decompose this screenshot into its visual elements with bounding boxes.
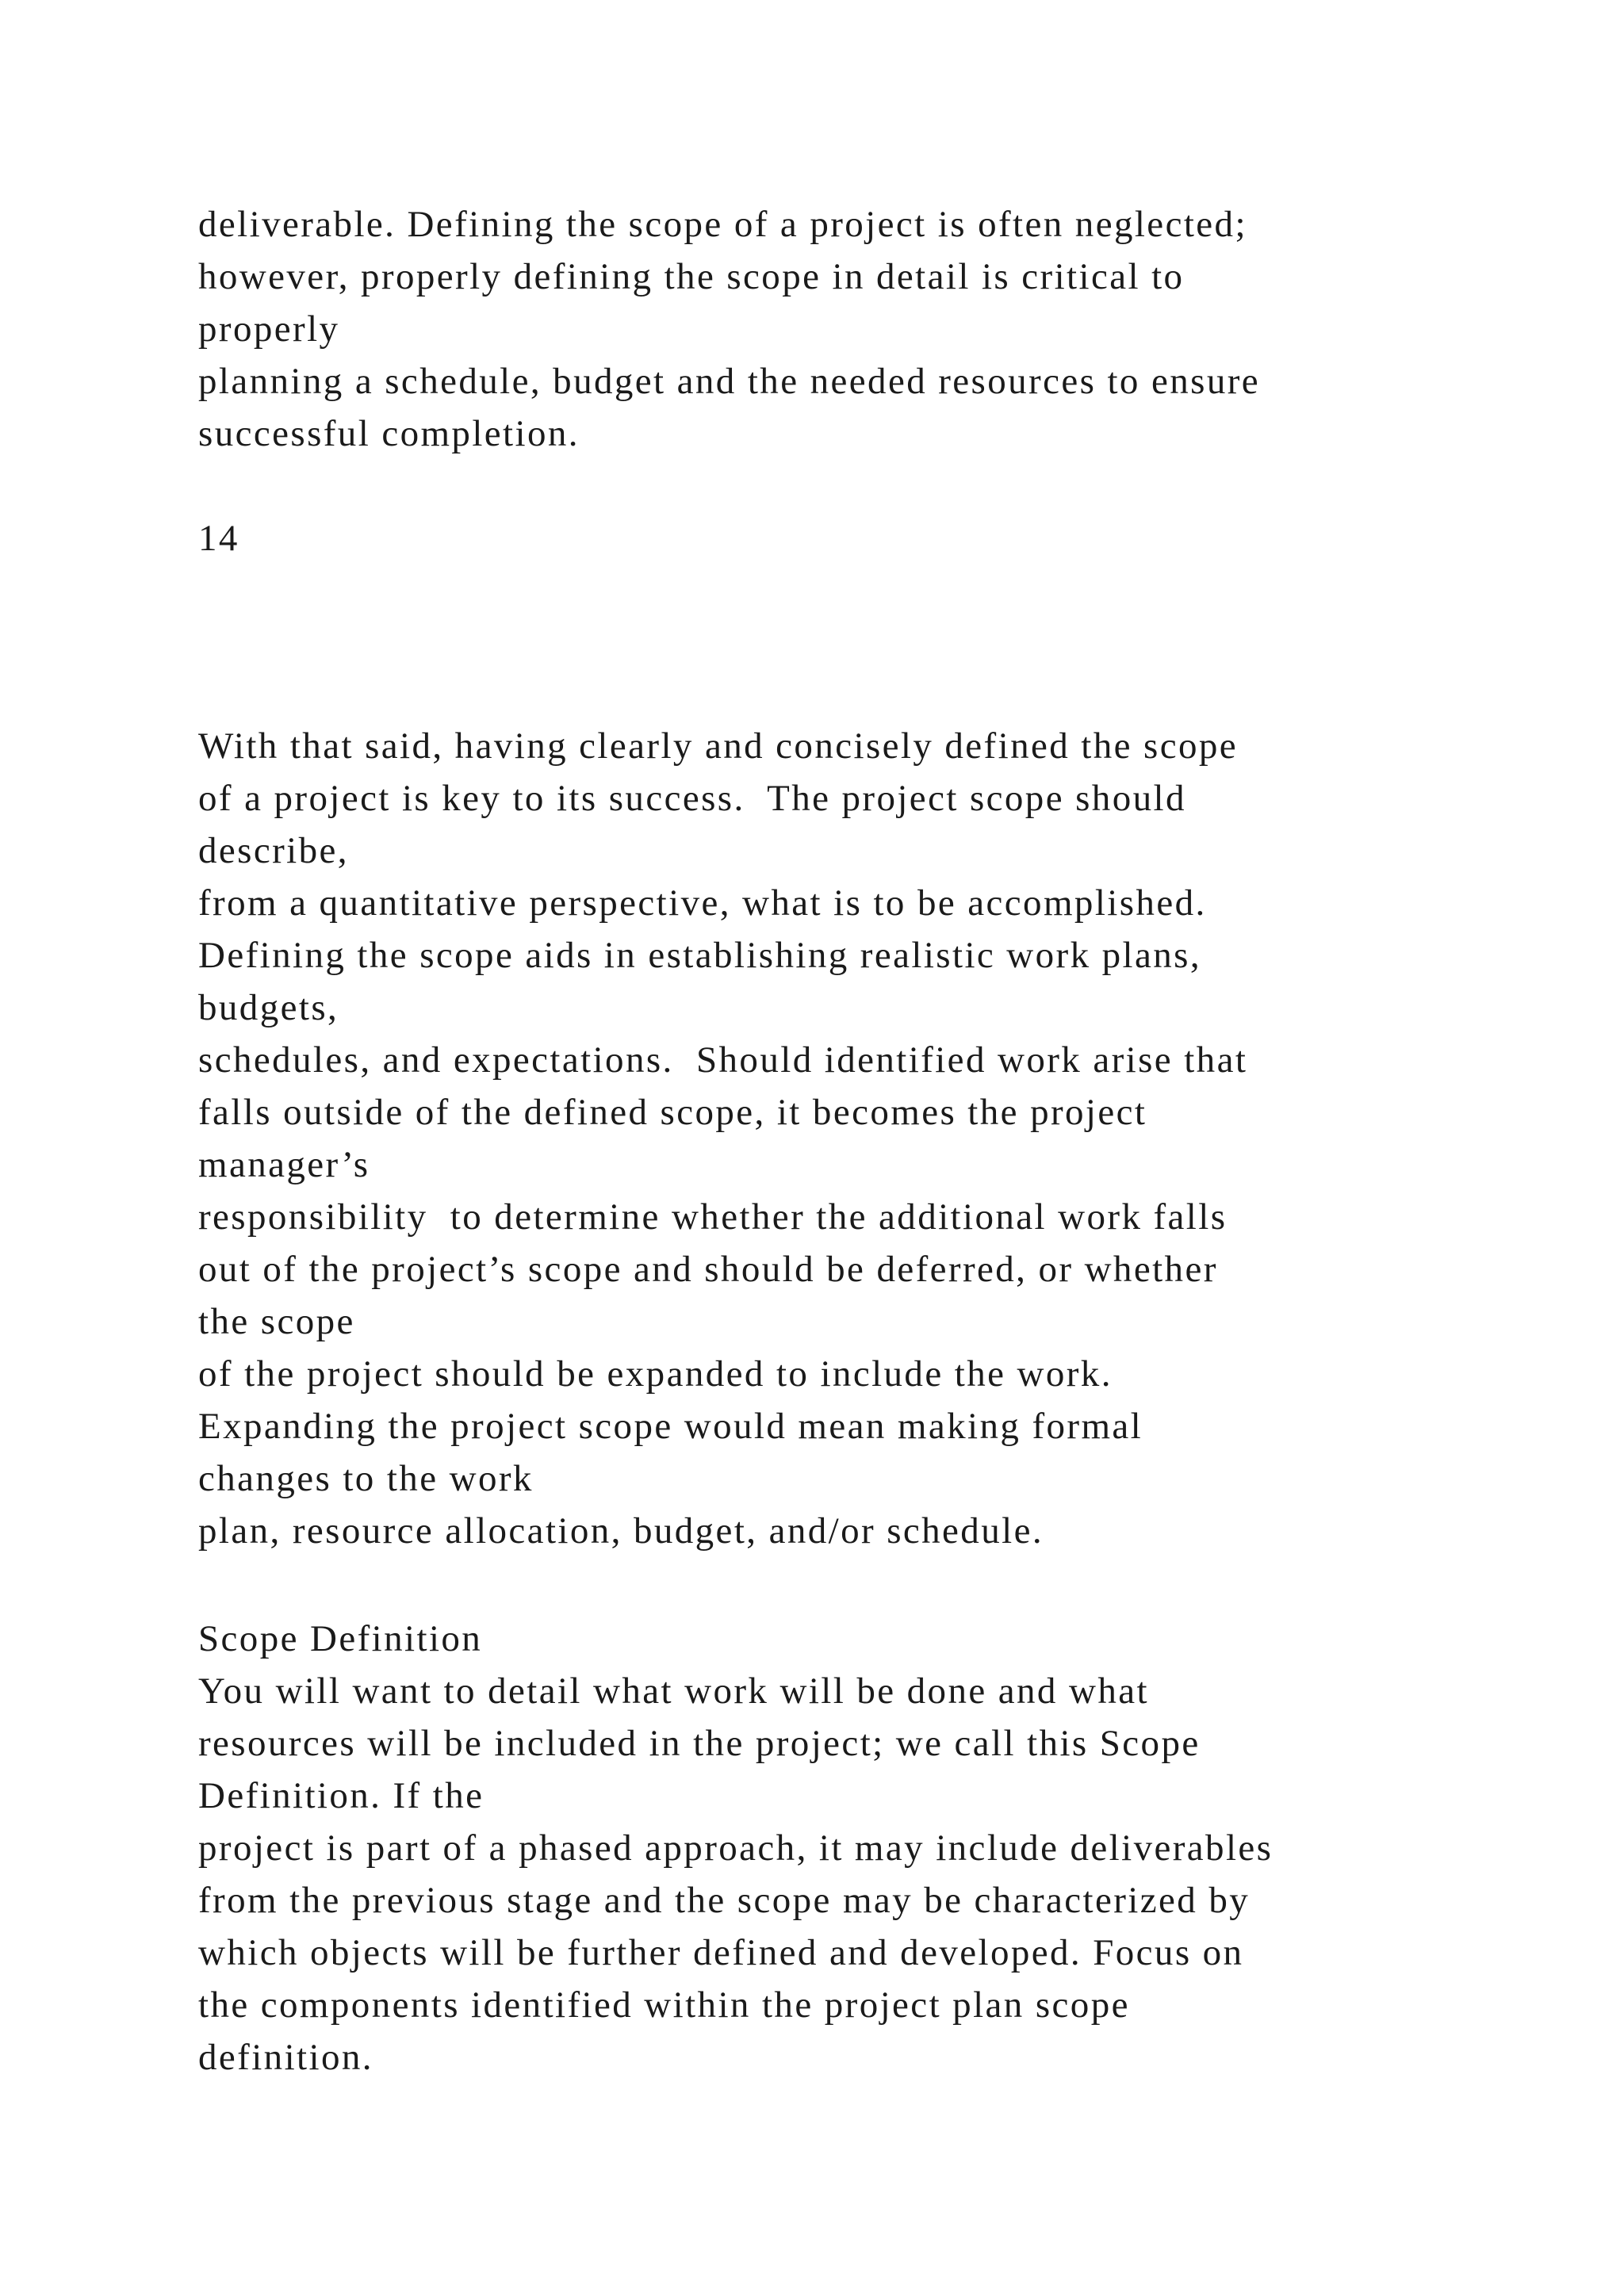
paragraph-scope-key-to-success <box>198 720 1499 1557</box>
text-line: describe, <box>198 830 349 871</box>
text-line: from a quantitative perspective, what is to be accomplished. <box>198 882 1207 924</box>
text-line: out of the project’s scope and should be deferred, or whether <box>198 1249 1218 1290</box>
paragraph-scope-neglected <box>198 198 1499 460</box>
text-line: properly <box>198 308 340 350</box>
text-line: falls outside of the defined scope, it becomes the project <box>198 1092 1147 1133</box>
text-line: of the project should be expanded to include the work. <box>198 1353 1113 1395</box>
text-line: planning a schedule, budget and the needed resources to ensure <box>198 361 1261 402</box>
text-line: budgets, <box>198 987 339 1028</box>
text-line: changes to the work <box>198 1458 534 1499</box>
text-line: manager’s <box>198 1144 370 1185</box>
text-line: plan, resource allocation, budget, and/or schedule. <box>198 1510 1044 1552</box>
section-scope-definition <box>198 1613 1499 2084</box>
text-line: which objects will be further defined and developed. Focus on <box>198 1932 1244 1973</box>
text-line: responsibility to determine whether the additional work falls <box>198 1196 1228 1238</box>
text-line: successful completion. <box>198 413 580 454</box>
text-line: of a project is key to its success. The project scope should <box>198 778 1186 819</box>
text-line: You will want to detail what work will be done and what <box>198 1670 1149 1712</box>
text-line: Expanding the project scope would mean making formal <box>198 1406 1143 1447</box>
text-line: deliverable. Defining the scope of a project is often neglected; <box>198 204 1247 245</box>
text-line: Definition. If the <box>198 1775 485 1816</box>
text-line: project is part of a phased approach, it may include deliverables <box>198 1827 1274 1869</box>
text-line: the components identified within the project plan scope <box>198 1984 1130 2026</box>
text-line: from the previous stage and the scope may be characterized by <box>198 1880 1251 1921</box>
page-number <box>198 512 1499 564</box>
text-line: definition. <box>198 2037 373 2078</box>
page-number-text: 14 <box>198 518 239 559</box>
text-line: Defining the scope aids in establishing realistic work plans, <box>198 935 1202 976</box>
text-line: schedules, and expectations. Should identified work arise that <box>198 1039 1248 1081</box>
section-heading: Scope Definition <box>198 1618 483 1659</box>
text-line: the scope <box>198 1301 355 1342</box>
text-line: With that said, having clearly and concisely defined the scope <box>198 725 1239 767</box>
text-line: resources will be included in the project; we call this Scope <box>198 1723 1201 1764</box>
text-line: however, properly defining the scope in detail is critical to <box>198 256 1185 297</box>
